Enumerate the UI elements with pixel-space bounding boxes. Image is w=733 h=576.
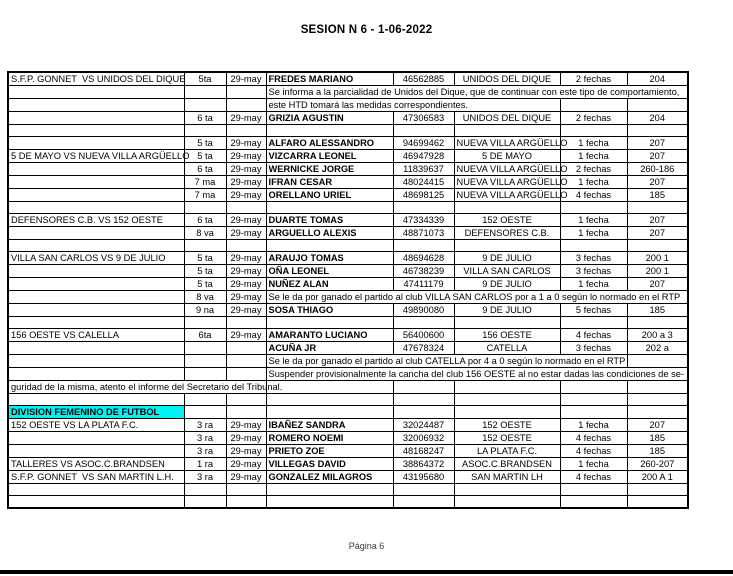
division-cell [184,496,226,508]
date-cell: 29-may [226,163,266,176]
match-cell [8,265,184,278]
match-cell [8,445,184,458]
article-cell [627,394,688,406]
match-cell [8,317,184,329]
player-name-cell: SOSA THIAGO [266,304,393,317]
division-cell: 5ta [184,72,226,86]
match-cell [8,176,184,189]
club-cell: CATELLA [454,342,560,355]
club-cell: UNIDOS DEL DIQUE [454,112,560,125]
player-name-cell [266,317,393,329]
player-name-cell: ROMERO NOEMI [266,432,393,445]
division-cell: 8 va [184,227,226,240]
note-cell: Se informa a la parcialidad de Unidos del Dique, que de continuar con este tipo de comportamiento, [266,86,688,99]
match-cell [8,227,184,240]
sanction-cell [560,317,627,329]
club-cell: VILLA SAN CARLOS [454,265,560,278]
table-row [8,86,688,99]
match-cell [8,137,184,150]
player-name-cell [266,202,393,214]
article-cell: 207 [627,176,688,189]
match-cell [8,432,184,445]
table-row [8,291,688,304]
division-cell: 8 va [184,291,226,304]
division-cell: 5 ta [184,137,226,150]
division-cell: 3 ra [184,419,226,432]
division-cell: 3 ra [184,445,226,458]
table-row [8,252,688,265]
date-cell: 29-may [226,432,266,445]
player-name-cell [266,125,393,137]
player-id-cell: 38864372 [393,458,454,471]
article-cell: 200 A 1 [627,471,688,484]
player-id-cell: 46947928 [393,150,454,163]
match-cell: S.F.P. GONNET VS UNIDOS DEL DIQUE [8,72,184,86]
window-bottom-edge [0,570,733,574]
table-row [8,125,688,137]
club-cell [454,496,560,508]
club-cell: 152 OESTE [454,419,560,432]
player-name-cell: AMARANTO LUCIANO [266,329,393,342]
article-cell [627,125,688,137]
match-cell [8,394,184,406]
player-id-cell: 47306583 [393,112,454,125]
player-name-cell: GONZALEZ MILAGROS [266,471,393,484]
sanction-cell [560,496,627,508]
article-cell [627,355,688,368]
player-name-cell: IBAÑEZ SANDRA [266,419,393,432]
division-cell: 5 ta [184,150,226,163]
player-id-cell: 46562885 [393,72,454,86]
sanction-cell: 4 fechas [560,445,627,458]
date-cell: 29-may [226,419,266,432]
player-id-cell [393,394,454,406]
sanction-cell: 4 fechas [560,329,627,342]
division-cell: 6ta [184,329,226,342]
sanction-cell: 4 fechas [560,432,627,445]
player-id-cell: 46738239 [393,265,454,278]
match-cell [8,304,184,317]
date-cell: 29-may [226,112,266,125]
player-name-cell: DUARTE TOMAS [266,214,393,227]
match-cell [8,291,184,304]
player-name-cell: ORELLANO URIEL [266,189,393,202]
date-cell: 29-may [226,150,266,163]
match-cell [8,125,184,137]
sanction-cell: 1 fecha [560,214,627,227]
club-cell [454,381,560,394]
article-cell [627,99,688,112]
club-cell: NUEVA VILLA ARGÜELLO [454,176,560,189]
sanction-cell: 1 fecha [560,150,627,163]
club-cell: 9 DE JULIO [454,304,560,317]
article-cell: 260-186 [627,163,688,176]
table-row [8,484,688,496]
player-name-cell: FREDES MARIANO [266,72,393,86]
club-cell: LA PLATA F.C. [454,445,560,458]
player-name-cell: IFRAN CESAR [266,176,393,189]
date-cell [226,342,266,355]
table-row [8,227,688,240]
date-cell: 29-may [226,189,266,202]
sanction-cell: 1 fecha [560,137,627,150]
club-cell: 9 DE JULIO [454,278,560,291]
date-cell: 29-may [226,291,266,304]
club-cell: NUEVA VILLA ARGÜELLO [454,189,560,202]
club-cell: ASOC.C.BRANDSEN [454,458,560,471]
sanction-cell: 1 fecha [560,227,627,240]
table-row [8,458,688,471]
club-cell: 9 DE JULIO [454,252,560,265]
date-cell [226,496,266,508]
player-id-cell [393,381,454,394]
player-id-cell [393,496,454,508]
player-name-cell: NUÑEZ ALAN [266,278,393,291]
player-name-cell [266,381,393,394]
player-id-cell: 48024415 [393,176,454,189]
table-row [8,72,688,86]
player-name-cell [266,406,393,419]
note-cell: este HTD tomará las medidas correspondientes. [266,99,560,112]
club-cell [454,406,560,419]
match-cell: S.F.P. GONNET VS SAN MARTIN L.H. [8,471,184,484]
table-row [8,471,688,484]
date-cell: 29-may [226,471,266,484]
sanction-cell [560,381,627,394]
sanction-cell [560,406,627,419]
date-cell: 29-may [226,227,266,240]
article-cell: 185 [627,432,688,445]
date-cell: 29-may [226,265,266,278]
player-id-cell: 56400600 [393,329,454,342]
date-cell: 29-may [226,329,266,342]
division-cell [184,202,226,214]
sanction-cell [560,125,627,137]
sanction-cell: 2 fechas [560,163,627,176]
player-name-cell: OÑA LEONEL [266,265,393,278]
sanction-cell [560,99,627,112]
match-cell [8,484,184,496]
date-cell: 29-may [226,458,266,471]
sanction-cell [560,484,627,496]
division-cell [184,406,226,419]
match-cell [8,496,184,508]
date-cell: 29-may [226,176,266,189]
match-cell [8,163,184,176]
table-row [8,99,688,112]
match-cell [8,189,184,202]
division-cell [184,355,226,368]
player-id-cell: 43195680 [393,471,454,484]
division-cell: 9 na [184,304,226,317]
player-id-cell: 11839637 [393,163,454,176]
sanction-cell [560,240,627,252]
table-row [8,137,688,150]
player-id-cell: 48698125 [393,189,454,202]
club-cell: NUEVA VILLA ARGÜELLO [454,163,560,176]
match-cell: TALLERES VS ASOC.C.BRANDSEN [8,458,184,471]
player-name-cell: ARAUJO TOMAS [266,252,393,265]
table-row [8,304,688,317]
player-id-cell: 48871073 [393,227,454,240]
division-cell [184,484,226,496]
player-name-cell: VILLEGAS DAVID [266,458,393,471]
page-number: Página 6 [348,541,385,551]
sanction-cell: 4 fechas [560,471,627,484]
date-cell: 29-may [226,278,266,291]
player-id-cell [393,484,454,496]
article-cell: 202 a [627,342,688,355]
date-cell [226,125,266,137]
player-name-cell [266,394,393,406]
sanction-cell: 2 fechas [560,72,627,86]
division-cell: 6 ta [184,112,226,125]
player-name-cell [266,496,393,508]
player-name-cell: WERNICKE JORGE [266,163,393,176]
division-cell [184,342,226,355]
match-cell: 152 OESTE VS LA PLATA F.C. [8,419,184,432]
player-id-cell: 32024487 [393,419,454,432]
player-id-cell [393,240,454,252]
table-row [8,445,688,458]
player-id-cell: 32006932 [393,432,454,445]
player-id-cell: 49890080 [393,304,454,317]
note-cell: Se le da por ganado el partido al club CATELLA por 4 a 0 según lo normado en el RTP [266,355,627,368]
player-id-cell: 47678324 [393,342,454,355]
match-cell: VILLA SAN CARLOS VS 9 DE JULIO [8,252,184,265]
article-cell [627,496,688,508]
note-cell: guridad de la misma, atento el informe del Secretario del Tribunal. [8,381,266,394]
player-name-cell: GRIZIA AGUSTIN [266,112,393,125]
match-cell [8,202,184,214]
sanction-cell: 4 fechas [560,189,627,202]
article-cell: 207 [627,137,688,150]
table-row [8,368,688,381]
division-cell [184,99,226,112]
article-cell [627,240,688,252]
table-row [8,329,688,342]
page-title: SESION N 6 - 1-06-2022 [300,24,433,36]
match-cell [8,342,184,355]
date-cell [226,394,266,406]
club-cell [454,125,560,137]
sanction-cell: 3 fechas [560,265,627,278]
sanction-cell: 5 fechas [560,304,627,317]
division-cell: 7 ma [184,189,226,202]
article-cell: 207 [627,227,688,240]
division-header-cell: DIVISION FEMENINO DE FUTBOL [8,406,184,419]
player-id-cell [393,125,454,137]
match-cell [8,355,184,368]
division-cell: 7 ma [184,176,226,189]
table-row [8,189,688,202]
club-cell: DEFENSORES C.B. [454,227,560,240]
article-cell: 204 [627,112,688,125]
table-row [8,240,688,252]
division-cell [184,368,226,381]
division-cell: 1 ra [184,458,226,471]
sanction-cell: 1 fecha [560,419,627,432]
club-cell: 152 OESTE [454,432,560,445]
player-name-cell [266,240,393,252]
player-id-cell [393,202,454,214]
table-row [8,496,688,508]
match-cell [8,240,184,252]
sanction-cell: 1 fecha [560,278,627,291]
player-name-cell: ALFARO ALESSANDRO [266,137,393,150]
club-cell: 152 OESTE [454,214,560,227]
date-cell: 29-may [226,304,266,317]
match-cell [8,278,184,291]
match-cell: 5 DE MAYO VS NUEVA VILLA ARGÜELLO [8,150,184,163]
date-cell: 29-may [226,445,266,458]
date-cell [226,484,266,496]
article-cell [627,381,688,394]
article-cell [627,484,688,496]
article-cell [627,317,688,329]
match-cell [8,86,184,99]
player-name-cell: PRIETO ZOE [266,445,393,458]
player-id-cell: 47334339 [393,214,454,227]
table-row [8,342,688,355]
table-row [8,419,688,432]
article-cell: 207 [627,419,688,432]
table-row [8,265,688,278]
club-cell: 156 OESTE [454,329,560,342]
table-row [8,406,688,419]
table-row [8,381,688,394]
division-cell: 3 ra [184,471,226,484]
article-cell: 185 [627,304,688,317]
article-cell: 185 [627,189,688,202]
player-name-cell: VIZCARRA LEONEL [266,150,393,163]
table-row [8,163,688,176]
date-cell [226,317,266,329]
table-row [8,176,688,189]
article-cell: 200 1 [627,265,688,278]
date-cell [226,406,266,419]
table-row [8,317,688,329]
note-cell: Se le da por ganado el partido al club VILLA SAN CARLOS por a 1 a 0 según lo normado en el RTP [266,291,688,304]
sanction-cell: 2 fechas [560,112,627,125]
club-cell: NUEVA VILLA ARGÜELLO [454,137,560,150]
club-cell: SAN MARTIN LH [454,471,560,484]
player-id-cell [393,317,454,329]
match-cell [8,112,184,125]
division-cell: 5 ta [184,265,226,278]
division-cell [184,317,226,329]
division-cell: 5 ta [184,252,226,265]
date-cell: 29-may [226,214,266,227]
date-cell [226,202,266,214]
club-cell [454,484,560,496]
date-cell: 29-may [226,137,266,150]
table-row [8,278,688,291]
table-row [8,112,688,125]
sanction-cell: 3 fechas [560,252,627,265]
table-row [8,150,688,163]
division-cell [184,240,226,252]
date-cell: 29-may [226,72,266,86]
player-name-cell: ACUÑA JR [266,342,393,355]
sanction-cell: 1 fecha [560,458,627,471]
date-cell [226,86,266,99]
club-cell [454,317,560,329]
club-cell [454,240,560,252]
player-name-cell [266,484,393,496]
player-id-cell: 47411179 [393,278,454,291]
player-name-cell: ARGUELLO ALEXIS [266,227,393,240]
sanction-cell [560,394,627,406]
article-cell: 207 [627,278,688,291]
article-cell: 200 1 [627,252,688,265]
division-cell [184,86,226,99]
division-cell: 6 ta [184,163,226,176]
sanction-cell: 1 fecha [560,176,627,189]
sanction-cell [560,202,627,214]
article-cell: 185 [627,445,688,458]
article-cell [627,202,688,214]
table-body [8,72,688,508]
article-cell [627,406,688,419]
club-cell: UNIDOS DEL DIQUE [454,72,560,86]
date-cell [226,355,266,368]
article-cell: 260-207 [627,458,688,471]
player-id-cell: 48694628 [393,252,454,265]
date-cell [226,240,266,252]
date-cell: 29-may [226,252,266,265]
table-row [8,214,688,227]
match-cell: DEFENSORES C.B. VS 152 OESTE [8,214,184,227]
article-cell: 207 [627,214,688,227]
division-cell: 5 ta [184,278,226,291]
player-id-cell: 94699462 [393,137,454,150]
player-id-cell [393,406,454,419]
article-cell: 204 [627,72,688,86]
article-cell: 207 [627,150,688,163]
article-cell: 200 a 3 [627,329,688,342]
club-cell [454,394,560,406]
club-cell: 5 DE MAYO [454,150,560,163]
division-cell [184,125,226,137]
table-row [8,394,688,406]
club-cell [454,202,560,214]
match-cell [8,99,184,112]
player-id-cell: 48168247 [393,445,454,458]
table-row [8,355,688,368]
table-row [8,202,688,214]
match-cell: 156 OESTE VS CALELLA [8,329,184,342]
division-cell [184,394,226,406]
date-cell [226,99,266,112]
division-cell: 6 ta [184,214,226,227]
note-cell: Suspender provisionalmente la cancha del club 156 OESTE al no estar dadas las condiciones de se- [266,368,688,381]
sanction-cell: 3 fechas [560,342,627,355]
sanctions-table [7,71,689,509]
date-cell [226,368,266,381]
division-cell: 3 ra [184,432,226,445]
match-cell [8,368,184,381]
table-row [8,432,688,445]
